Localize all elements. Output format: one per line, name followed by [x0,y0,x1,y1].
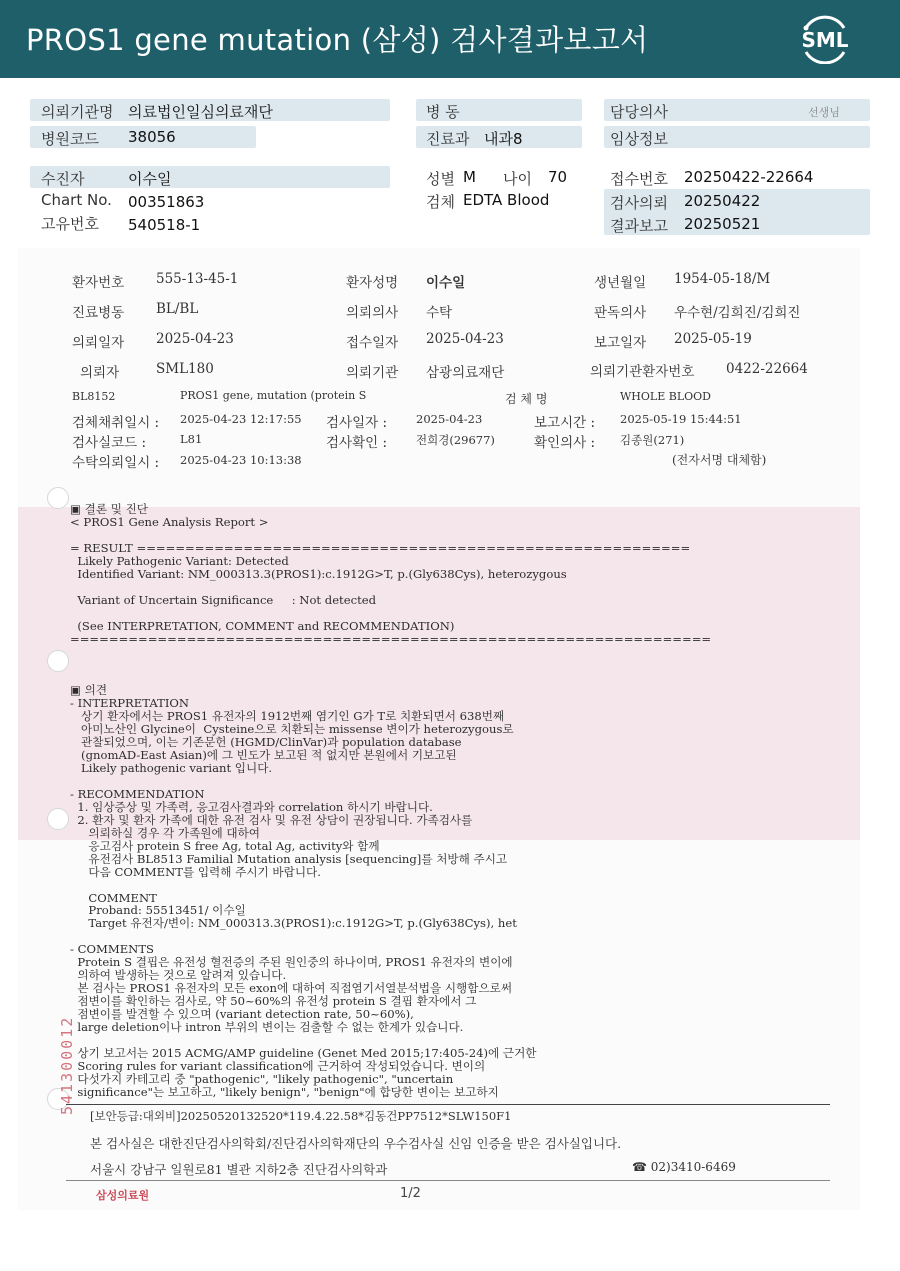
label-unique-no: 고유번호 [41,215,99,233]
label-dept: 진료과 [426,130,470,148]
scan-value: 수탁 [426,305,453,321]
report-text-line: 1. 임상증상 및 가족력, 응고검사결과와 correlation 하시기 바랍니다. [70,799,433,814]
specimen-name-value: WHOLE BLOOD [620,390,711,403]
report-text-line: 관찰되었으며, 이는 기존문헌 (HGMD/ClinVar)과 population database [70,735,462,750]
scan-label: 접수일자 [346,335,399,351]
report-text-line: significance"는 보고하고, "likely benign", "benign"에 합당한 변이는 보고하지 [70,1084,499,1099]
scan-label: 보고일자 [594,335,647,351]
report-text-line: 본 검사는 PROS1 유전자의 모든 exon에 대하여 직접염기서열분석법을 시행함으로써 [70,981,513,996]
report-text-line: Variant of Uncertain Significance : Not detected [70,592,377,607]
report-text-line: - RECOMMENDATION [70,786,205,801]
label-age: 나이 [503,170,532,188]
scan-value: 2025-04-23 10:13:38 [180,453,302,467]
security-line: [보안등급:대외비]20250520132520*119.4.22.58*김동건PP7512*SLW150F1 [90,1109,512,1123]
report-text-line: 점변이를 확인하는 검사로, 약 50~60%의 유전성 protein S 결핍 환자에서 그 [70,994,477,1009]
scan-label: 보고시간 : [534,415,596,431]
page-number: 1/2 [400,1186,421,1201]
label-report-date: 결과보고 [610,217,668,235]
report-text-line: ================================================================== [70,631,712,646]
value-dept: 내과8 [484,130,523,148]
report-text-line: ▣ 결론 및 진단 [70,502,149,516]
scan-value: 김종원(271) [620,433,685,447]
report-text-line: large deletion이나 intron 부위의 변이는 검출할 수 없는 한계가 있습니다. [70,1020,464,1034]
scan-value: 2025-05-19 [674,331,752,347]
label-clinical: 임상정보 [610,130,668,148]
report-text-line: (See INTERPRETATION, COMMENT and RECOMMENDATION) [70,618,455,633]
footer-brand: 삼성의료원 [96,1189,150,1202]
report-text-line: 응고검사 protein S free Ag, total Ag, activity와 함께 [70,838,380,853]
value-request-date: 20250422 [684,192,761,210]
report-text-line: (gnomAD-East Asian)에 그 빈도가 보고된 적 없지만 본원에서 기보고된 [70,748,457,763]
report-text-line: Identified Variant: NM_000313.3(PROS1):c.1912G>T, p.(Gly638Cys), heterozygous [70,566,567,581]
scan-value: SML180 [156,361,214,377]
scan-value: 555-13-45-1 [156,271,239,287]
label-institution: 의뢰기관명 [41,103,114,121]
footer-rule [66,1104,830,1105]
report-title: PROS1 gene mutation (삼성) 검사결과보고서 [26,23,649,57]
report-text-line: Target 유전자/변이: NM_000313.3(PROS1):c.1912G>T, p.(Gly638Cys), het [70,916,517,931]
report-text-line: COMMENT [70,890,157,905]
value-doctor-suffix: 선생님 [808,106,840,119]
value-sex: M [463,168,476,186]
scan-value: 이수일 [426,275,466,291]
label-chart-no: Chart No. [41,191,112,209]
certification-line: 본 검사실은 대한진단검사의학회/진단검사의학재단의 우수검사실 신임 인증을 받은 검사실입니다. [90,1136,622,1151]
scan-value: 2025-04-23 [426,331,504,347]
report-text-line: Likely pathogenic variant 입니다. [70,761,273,775]
scan-label: 수탁의뢰일시 : [72,455,160,471]
value-institution: 의료법인일심의료재단 [128,103,273,121]
report-text-line: Likely Pathogenic Variant: Detected [70,553,289,568]
scan-value: 0422-22664 [726,361,808,377]
report-text-line: Proband: 55513451/ 이수일 [70,903,246,918]
value-chart-no: 00351863 [128,193,205,211]
scan-label: 의뢰자 [80,365,120,381]
scan-label: 환자성명 [346,275,399,291]
value-specimen: EDTA Blood [463,191,550,209]
scan-value: 삼광의료재단 [426,365,505,381]
esign-note: (전자서명 대체함) [672,453,767,467]
lab-phone: ☎ 02)3410-6469 [632,1160,736,1174]
label-ward: 병 동 [426,103,460,121]
value-receipt-no: 20250422-22664 [684,168,814,186]
scan-value: 2025-04-23 12:17:55 [180,412,302,426]
scan-value: 2025-05-19 15:44:51 [620,412,742,426]
side-serial-number: 541300012 [58,1015,76,1115]
label-doctor: 담당의사 [610,103,668,121]
scan-label: 생년월일 [594,275,647,291]
report-text-line: ▣ 의견 [70,683,108,698]
scan-label: 검사실코드 : [72,435,147,451]
report-text-line: < PROS1 Gene Analysis Report > [70,514,269,529]
scan-label: 검체채취일시 : [72,415,160,431]
scan-value: 전희경(29677) [416,433,495,447]
label-patient: 수진자 [41,170,85,188]
scan-label: 의뢰기관 [346,365,399,381]
scan-label: 의뢰일자 [72,335,125,351]
label-receipt-no: 접수번호 [610,170,668,188]
scan-label: 확인의사 : [534,435,596,451]
punch-hole [47,487,69,509]
report-text-line: 2. 환자 및 환자 가족에 대한 유전 검사 및 유전 상담이 권장됩니다. 가족검사를 [70,812,473,827]
test-code: BL8152 [72,390,116,403]
sml-logo [798,14,852,64]
report-text-line: 다음 COMMENT를 입력해 주시기 바랍니다. [70,864,321,879]
report-text-line: Scoring rules for variant classification에 근거하여 작성되었습니다. 변이의 [70,1058,486,1073]
lab-address: 서울시 강남구 일원로81 별관 지하2층 진단검사의학과 [90,1162,388,1177]
value-age: 70 [548,168,568,186]
scan-label: 판독의사 [594,305,647,321]
label-request-date: 검사의뢰 [610,194,668,212]
test-name: PROS1 gene, mutation (protein S [180,389,367,402]
report-text-line: 유전검사 BL8513 Familial Mutation analysis [sequencing]를 처방해 주시고 [70,851,508,866]
scan-label: 의뢰의사 [346,305,399,321]
label-specimen: 검체 [426,193,455,211]
specimen-name-label: 검 체 명 [505,392,548,406]
report-text-line: Protein S 결핍은 유전성 혈전증의 주된 원인중의 하나이며, PROS1 유전자의 변이에 [70,955,513,970]
report-text-line: 점변이를 발견할 수 있으며 (variant detection rate, 50~60%), [70,1007,414,1022]
value-patient: 이수일 [128,170,172,188]
punch-hole [47,650,69,672]
scan-label: 검사일자 : [326,415,388,431]
punch-hole [47,808,69,830]
report-text-line: = RESULT ========================================================= [70,540,691,555]
scan-value: 2025-04-23 [416,412,483,426]
report-text-line: - INTERPRETATION [70,696,190,711]
scan-label: 환자번호 [72,275,125,291]
report-text-line: 상기 환자에서는 PROS1 유전자의 1912번째 염기인 G가 T로 치환되면서 638번째 [70,709,505,724]
report-text-line: 아미노산인 Glycine이 Cysteine으로 치환되는 missense 변이가 heterozygous로 [70,722,514,737]
report-text-line: - COMMENTS [70,942,155,957]
scan-label: 진료병동 [72,305,125,321]
scan-label: 검사확인 : [326,435,388,451]
report-text-line: 의하여 발생하는 것으로 알려져 있습니다. [70,968,287,983]
value-report-date: 20250521 [684,215,761,233]
report-text-line: 상기 보고서는 2015 ACMG/AMP guideline (Genet Med 2015;17:405-24)에 근거한 [70,1045,537,1060]
report-text-line: 의뢰하실 경우 각 가족원에 대하여 [70,825,260,840]
value-unique-no: 540518-1 [128,216,201,234]
label-sex: 성별 [426,170,455,188]
scan-label: 의뢰기관환자번호 [590,364,695,380]
scan-value: 1954-05-18/M [674,271,771,287]
scan-value: L81 [180,432,203,446]
label-hospital-code: 병원코드 [41,130,99,148]
scan-value: 우수현/김희진/김희진 [674,305,801,321]
scan-value: BL/BL [156,301,199,317]
logo-text: SML [801,28,849,52]
report-text-line: 다섯가지 카테고리 중 "pathogenic", "likely pathogenic", "uncertain [70,1071,454,1086]
footer-rule-lower [66,1180,830,1181]
value-hospital-code: 38056 [128,128,176,146]
scan-value: 2025-04-23 [156,331,234,347]
title-banner [0,0,900,78]
